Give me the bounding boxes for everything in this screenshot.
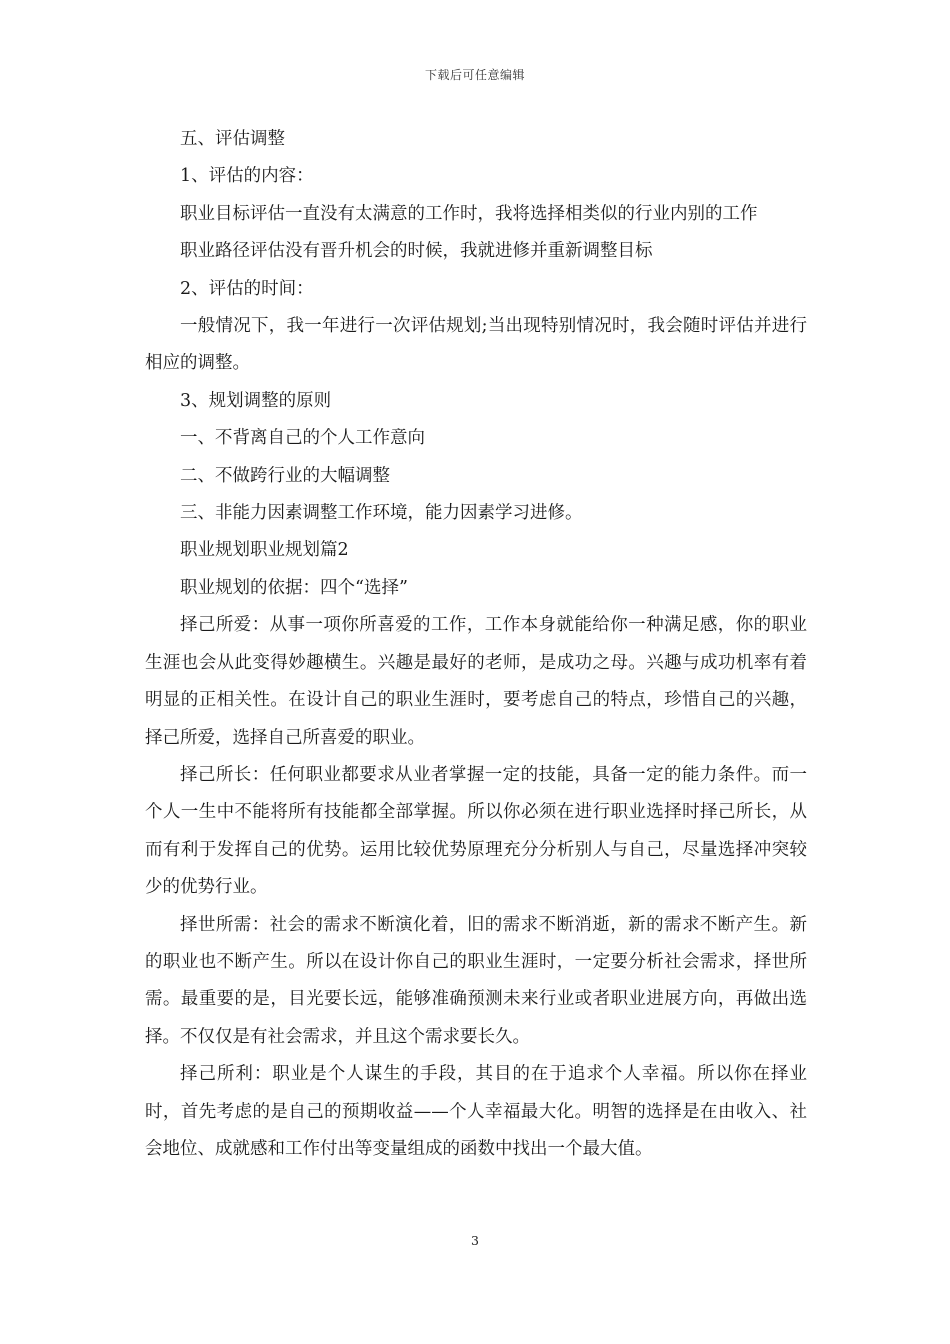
principle-item-3: 三、非能力因素调整工作环境，能力因素学习进修。 [180, 503, 583, 524]
principle-item-1: 一、不背离自己的个人工作意向 [180, 428, 425, 449]
subheading-evaluation-time: 2、评估的时间： [180, 278, 314, 299]
paragraph-path-evaluation: 职业路径评估没有晋升机会的时候，我就进修并重新调整目标 [180, 241, 653, 262]
paragraph-choose-what-you-love: 择己所爱：从事一项你所喜爱的工作，工作本身就能给你一种满足感，你的职业生涯也会从此变得妙趣横生。兴趣是最好的老师，是成功之母。兴趣与成功机率有着明显的正相关性。在设计自己的职业生涯时，要考虑自己的特点，珍惜自己的兴趣，择己所爱，选择自己所喜爱的职业。 [145, 615, 807, 748]
document-body [145, 121, 807, 1168]
paragraph-evaluation-time: 一般情况下，我一年进行一次评估规划;当出现特别情况时，我会随时评估并进行相应的调整。 [145, 316, 807, 374]
page-header: 下载后可任意编辑 [424, 68, 525, 82]
subheading-adjustment-principles: 3、规划调整的原则 [180, 390, 332, 411]
paragraph-goal-evaluation: 职业目标评估一直没有太满意的工作时，我将选择相类似的行业内别的工作 [180, 203, 758, 224]
page-number: 3 [471, 1233, 479, 1248]
principle-item-2: 二、不做跨行业的大幅调整 [180, 465, 390, 486]
subheading-four-choices: 职业规划的依据：四个“选择” [180, 577, 408, 598]
section-heading-evaluation: 五、评估调整 [180, 129, 285, 149]
article-title-part-2: 职业规划职业规划篇2 [180, 540, 349, 561]
subheading-evaluation-content: 1、评估的内容： [180, 166, 314, 187]
paragraph-choose-what-benefits: 择己所利：职业是个人谋生的手段，其目的在于追求个人幸福。所以你在择业时，首先考虑的是自己的预期收益——个人幸福最大化。明智的选择是在由收入、社会地位、成就感和工作付出等变量组成的函数中找出一个最大值。 [145, 1064, 807, 1159]
paragraph-choose-what-world-needs: 择世所需：社会的需求不断演化着，旧的需求不断消逝，新的需求不断产生。新的职业也不断产生。所以在设计你自己的职业生涯时，一定要分析社会需求，择世所需。最重要的是，目光要长远，能够准确预测未来行业或者职业进展方向，再做出选择。不仅仅是有社会需求，并且这个需求要长久。 [145, 914, 807, 1047]
paragraph-choose-your-strengths: 择己所长：任何职业都要求从业者掌握一定的技能，具备一定的能力条件。而一个人一生中不能将所有技能都全部掌握。所以你必须在进行职业选择时择己所长，从而有利于发挥自己的优势。运用比较优势原理充分分析别人与自己，尽量选择冲突较少的优势行业。 [145, 764, 807, 898]
